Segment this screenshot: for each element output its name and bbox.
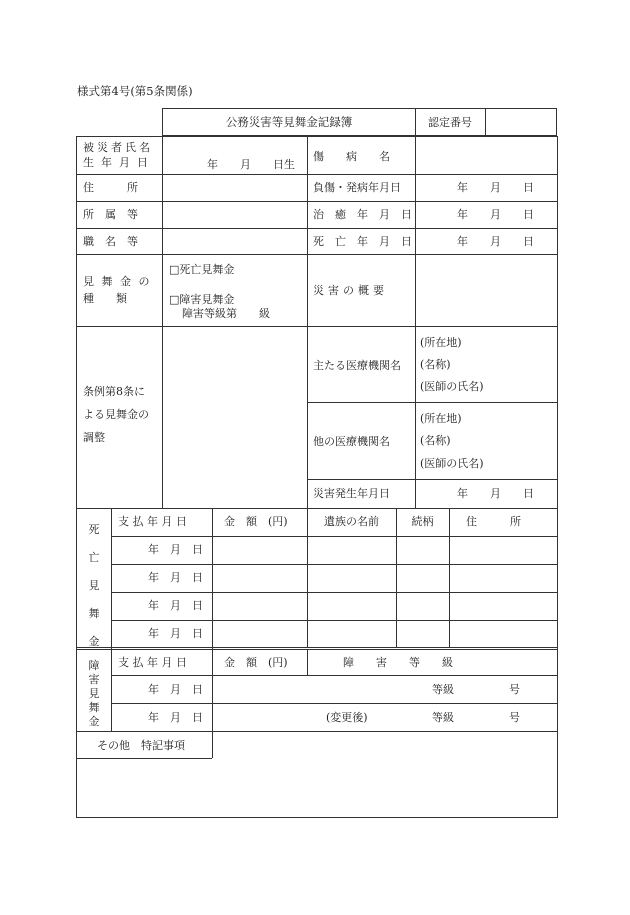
victim-name-field[interactable] [163, 142, 307, 155]
main-med-doctor: (医師の氏名) [420, 380, 484, 393]
death-h-rel: 続柄 [411, 515, 434, 528]
death-h-amount: 金 額 (円) [224, 515, 288, 528]
remarks-label: その他 特記事項 [97, 739, 185, 752]
death-row-date: 年 月 日 [148, 627, 203, 640]
overview-label: 災害の概要 [313, 284, 388, 297]
main-med-label: 主たる医療機関名 [313, 359, 401, 372]
form-number: 様式第4号(第5条関係) [77, 84, 193, 98]
disability-row-grade: 等級 号 [432, 711, 520, 724]
main-med-location: (所在地) [420, 336, 462, 349]
address-label: 住 所 [83, 181, 138, 194]
birth-label: 生年月日 [83, 156, 155, 169]
death-row-date: 年 月 日 [148, 599, 203, 612]
disability-h-grade: 障 害 等 級 [343, 656, 453, 669]
death-row-date: 年 月 日 [148, 543, 203, 556]
victim-name-label: 被災者氏名 [83, 141, 153, 154]
cert-label: 認定番号 [428, 116, 472, 129]
disability-h-date: 支 払 年 月 日 [118, 656, 187, 669]
injury-name-label: 傷 病 名 [313, 150, 390, 163]
disability-row-date: 年 月 日 [148, 683, 203, 696]
disability-h-amount: 金 額 (円) [224, 656, 288, 669]
other-med-label: 他の医療機関名 [313, 435, 390, 448]
option-disability[interactable]: □障害見舞金 [169, 293, 235, 306]
address-field[interactable] [163, 175, 307, 201]
kind-label-2: 種 類 [83, 292, 127, 305]
disability-side-label: 障害見舞金 [88, 659, 100, 728]
grade-line: 障害等級第 級 [182, 307, 270, 320]
main-med-name: (名称) [420, 358, 451, 371]
death-h-date: 支 払 年 月 日 [118, 515, 187, 528]
disability-after-label: (変更後) [326, 711, 368, 724]
cure-date-value: 年 月 日 [457, 208, 534, 221]
remarks-field[interactable] [77, 759, 557, 817]
other-med-location: (所在地) [420, 412, 462, 425]
death-row-date: 年 月 日 [148, 571, 203, 584]
other-med-doctor: (医師の氏名) [420, 457, 484, 470]
death-date-value: 年 月 日 [457, 235, 534, 248]
adjust-label-2: よる見舞金の [83, 408, 149, 421]
disaster-date-value: 年 月 日 [457, 487, 534, 500]
disability-row-grade: 等級 号 [432, 683, 520, 696]
death-h-addr: 住 所 [466, 515, 521, 528]
dept-label: 所 属 等 [83, 208, 138, 221]
birth-value: 年 月 日生 [207, 158, 295, 171]
form-title: 公務災害等見舞金記録簿 [225, 115, 353, 129]
adjust-label-3: 調整 [83, 431, 105, 444]
death-date-label: 死 亡 年 月 日 [313, 235, 412, 248]
cure-date-label: 治 癒 年 月 日 [313, 208, 412, 221]
death-side-label: 死亡見舞金 [88, 523, 100, 648]
position-field[interactable] [163, 229, 307, 254]
adjust-field[interactable] [163, 327, 307, 508]
injury-name-field[interactable] [416, 137, 557, 174]
kind-label-1: 見 舞 金 の [83, 275, 152, 288]
overview-field[interactable] [416, 255, 557, 326]
death-h-heir: 遺族の名前 [324, 515, 379, 528]
other-med-name: (名称) [420, 434, 451, 447]
adjust-label-1: 条例第8条に [83, 385, 145, 398]
injury-date-value: 年 月 日 [457, 181, 534, 194]
disability-row-date: 年 月 日 [148, 711, 203, 724]
position-label: 職 名 等 [83, 235, 138, 248]
dept-field[interactable] [163, 202, 307, 228]
option-death[interactable]: □死亡見舞金 [169, 263, 235, 276]
disaster-date-label: 災害発生年月日 [313, 487, 390, 500]
injury-date-label: 負傷・発病年月日 [313, 181, 401, 194]
